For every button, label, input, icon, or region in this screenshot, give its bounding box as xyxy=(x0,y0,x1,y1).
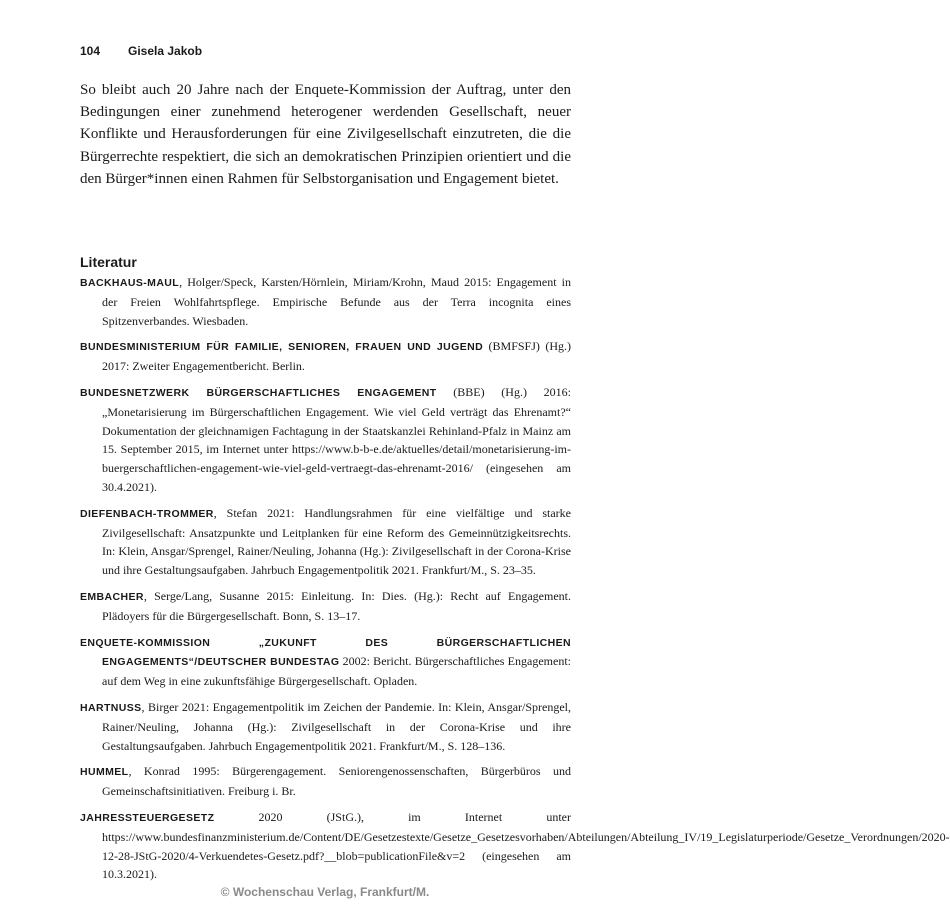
reference-text: (BMFSFJ) (Hg.) 2017: Zweiter Engagementbericht. Berlin. xyxy=(102,339,571,374)
page-number: 104 xyxy=(80,44,101,58)
reference-author: DIEFENBACH-TROMMER xyxy=(80,507,214,520)
reference-author: BUNDESMINISTERIUM FÜR FAMILIE, SENIOREN, FRAUEN UND JUGEND xyxy=(80,341,484,354)
reference-text: , Serge/Lang, Susanne 2015: Einleitung. In: Dies. (Hg.): Recht auf Engagement. Plädoyers für die Bürgergesellschaft. Bonn, S. 13–17. xyxy=(102,588,571,623)
copyright-footer: © Wochenschau Verlag, Frankfurt/M. xyxy=(220,885,430,899)
reference-text: 2020 (JStG.), im Internet unter https://www.bundesfinanzministerium.de/Content/DE/Gesetzestexte/Gesetze_Gesetzesvorhaben/Abteilungen/Abteilung_IV/19_Legislaturperiode/Gesetze_Verordnungen/2020-12-28-JStG-2020/4-Verkuendetes-Gesetz.pdf?__blob=publicationFile&v=2 (eingesehen am 10.3.2021). xyxy=(102,809,950,882)
reference-entry xyxy=(80,504,571,580)
reference-text: , Holger/Speck, Karsten/Hörnlein, Miriam/Krohn, Maud 2015: Engagement in der Freien Wohlfahrtspflege. Empirische Befunde aus der Terra incognita eines Spitzenverbandes. Wiesbaden. xyxy=(102,275,571,328)
reference-author: HUMMEL xyxy=(80,766,129,779)
reference-author: EMBACHER xyxy=(80,590,144,603)
reference-entry xyxy=(80,808,950,884)
reference-entry xyxy=(80,383,571,497)
reference-list xyxy=(80,273,950,891)
reference-entry xyxy=(80,762,571,801)
running-author: Gisela Jakob xyxy=(128,44,203,58)
reference-author: BUNDESNETZWERK BÜRGERSCHAFTLICHES ENGAGEMENT xyxy=(80,386,437,399)
reference-entry xyxy=(80,633,571,691)
reference-entry xyxy=(80,337,571,376)
reference-author: ENQUETE-KOMMISSION „ZUKUNFT DES BÜRGERSCHAFTLICHEN ENGAGEMENTS“/DEUTSCHER BUNDESTAG xyxy=(80,636,571,669)
reference-text: , Birger 2021: Engagementpolitik im Zeichen der Pandemie. In: Klein, Ansgar/Sprengel, Rainer/Neuling, Johanna (Hg.): Zivilgesellschaft in der Corona-Krise und ihre Gestaltungsaufgaben. Jahrbuch Engagementpolitik 2021. Frankfurt/M., S. 128–136. xyxy=(102,699,571,753)
reference-text: 2002: Bericht. Bürgerschaftliches Engagement: auf dem Weg in eine zukunftsfähige Bürgergesellschaft. Opladen. xyxy=(102,654,571,689)
reference-entry xyxy=(80,698,571,755)
reference-text: , Stefan 2021: Handlungsrahmen für eine vielfältige und starke Zivilgesellschaft: Ansatzpunkte und Leitplanken für eine Reform des Gemeinnützigkeitsrechts. In: Klein, Ansgar/Sprengel, Rainer/Neuling, Johanna (Hg.): Zivilgesellschaft in der Corona-Krise und ihre Gestaltungsaufgaben. Jahrbuch Engagementpolitik 2021. Frankfurt/M., S. 23–35. xyxy=(102,505,571,578)
reference-text: , Konrad 1995: Bürgerengagement. Seniorengenossenschaften, Bürgerbüros und Gemeinschaftsinitiativen. Freiburg i. Br. xyxy=(102,764,571,799)
reference-author: JAHRESSTEUERGESETZ xyxy=(80,811,215,824)
reference-text: (BBE) (Hg.) 2016: „Monetarisierung im Bürgerschaftlichen Engagement. Wie viel Geld verträgt das Ehrenamt?“ Dokumentation der gleichnamigen Fachtagung in der Staatskanzlei Rehinland-Pfalz in Mainz am 15. September 2015, im Internet unter https://www.b-b-e.de/aktuelles/detail/monetarisierung-im-buergerschaftlichen-engagement-wie-viel-geld-vertraegt-das-ehrenamt-2016/ (eingesehen am 30.4.2021). xyxy=(102,384,571,494)
reference-entry xyxy=(80,273,571,330)
reference-author: HARTNUSS xyxy=(80,701,142,714)
reference-author: BACKHAUS-MAUL xyxy=(80,277,180,289)
literature-heading: Literatur xyxy=(80,254,137,270)
intro-paragraph: So bleibt auch 20 Jahre nach der Enquete-Kommission der Auftrag, unter den Bedingungen einer zunehmend heterogener werdenden Gesellschaft, neuer Konflikte und Herausforderungen für eine Zivilgesellschaft einzutreten, die die Bürgerrechte respektiert, die sich an demokratischen Prinzipien orientiert und die den Bürger*innen einen Rahmen für Selbstorganisation und Engagement bietet. xyxy=(80,82,571,187)
reference-entry xyxy=(80,587,571,626)
running-header xyxy=(80,44,202,58)
